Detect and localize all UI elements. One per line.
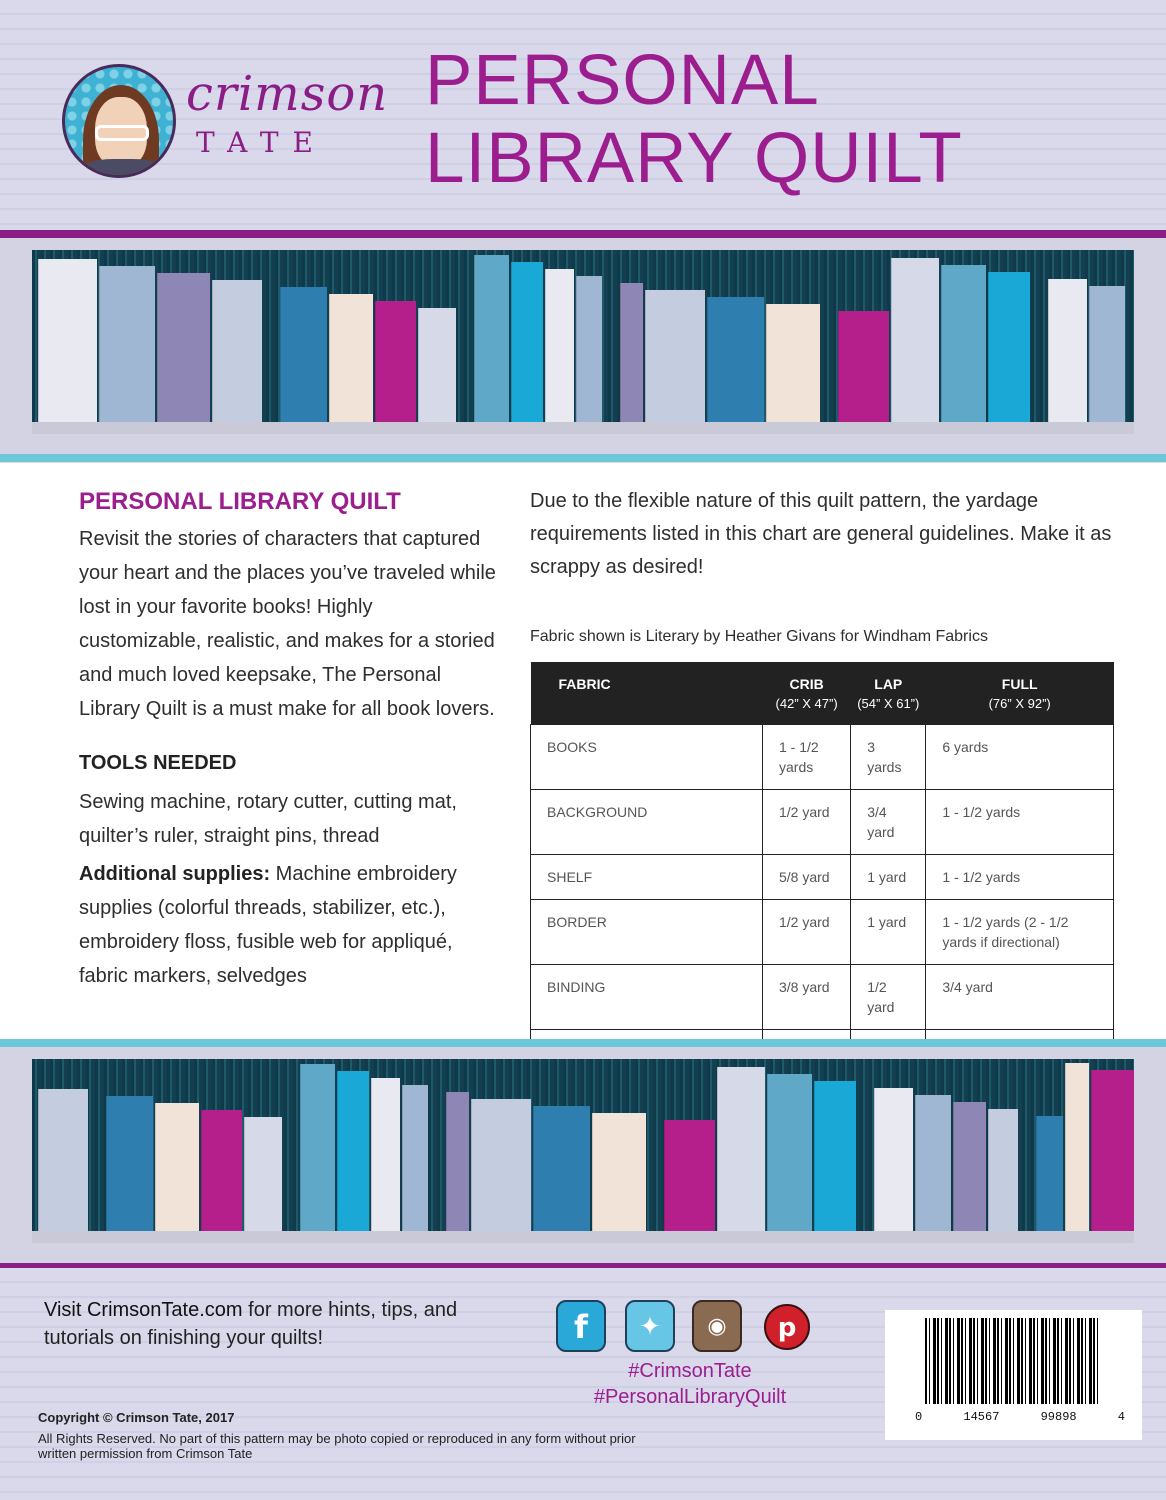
quilt-book (988, 1109, 1018, 1231)
page-title: PERSONAL LIBRARY QUILT (425, 41, 963, 198)
quilt-book (212, 280, 262, 422)
yardage-cell: 3/4 yard (926, 964, 1114, 1029)
section-heading: PERSONAL LIBRARY QUILT (79, 488, 401, 515)
quilt-book (766, 304, 820, 422)
barcode-digit-group: 14567 (963, 1410, 1000, 1424)
quilt-book (106, 1096, 153, 1231)
quilt-book (446, 1092, 469, 1231)
visit-rest: for more hints, tips, and tutorials on finishing your quilts! (44, 1299, 458, 1349)
yardage-cell: 1 - 1/2 yards (926, 789, 1114, 854)
yardage-cell: 1/2 yard (851, 964, 926, 1029)
quilt-book (511, 262, 543, 422)
quilt-book (337, 1071, 369, 1231)
yardage-cell: 1/2 yard (763, 899, 851, 964)
yardage-cell: 3/8 yard (763, 964, 851, 1029)
tools-heading: TOOLS NEEDED (79, 752, 237, 774)
quilt-book (592, 1113, 646, 1231)
barcode-digit-group: 0 (915, 1410, 923, 1424)
quilt-book (1036, 1116, 1063, 1231)
quilt-book (988, 272, 1030, 422)
fabric-name-cell: BINDING (531, 964, 763, 1029)
facebook-icon[interactable]: f (556, 1300, 606, 1352)
quilt-book (474, 255, 509, 422)
yardage-cell: 1 - 1/2 yards (2 - 1/2 yards if directional) (926, 899, 1114, 964)
fabric-name-cell: BOOKS (531, 724, 763, 789)
quilt-photo-top (0, 230, 1166, 462)
pinterest-icon[interactable]: p (764, 1304, 810, 1350)
quilt-book (814, 1081, 856, 1231)
quilt-book (375, 301, 416, 422)
quilt-book (300, 1064, 335, 1231)
table-row (531, 964, 1114, 1029)
crimson-tate-logo (62, 64, 176, 178)
quilt-book (838, 311, 889, 422)
quilt-book (645, 290, 705, 422)
quilt-book (545, 269, 574, 422)
table-header-lap: LAP (54” X 61”) (851, 662, 926, 724)
yardage-table (530, 662, 1114, 1095)
copyright-text: All Rights Reserved. No part of this pattern may be photo copied or reproduced in any form without prior written permission from Crimson Tate (38, 1431, 636, 1461)
yardage-cell: 1/2 yard (763, 789, 851, 854)
table-row (531, 724, 1114, 789)
quilt-book (329, 294, 373, 422)
table-header-fabric: FABRIC (531, 662, 763, 724)
quilt-book (402, 1085, 428, 1231)
yardage-cell: 6 yards (926, 724, 1114, 789)
fabric-note: Fabric shown is Literary by Heather Givans for Windham Fabrics (530, 628, 988, 645)
quilt-book (280, 287, 327, 422)
quilt-book (1091, 1070, 1134, 1231)
fabric-name-cell: SHELF (531, 854, 763, 899)
barcode-digit-group: 99898 (1040, 1410, 1077, 1424)
copyright-block (38, 1410, 638, 1461)
quilt-book (244, 1117, 282, 1231)
quilt-book (38, 259, 97, 422)
table-header-crib: CRIB (42” X 47”) (763, 662, 851, 724)
table-row (531, 854, 1114, 899)
hashtag-crimsontate: #CrimsonTate (628, 1360, 752, 1382)
quilt-book (471, 1099, 531, 1231)
quilt-book (953, 1102, 986, 1231)
quilt-book (157, 273, 210, 422)
barcode (885, 1310, 1142, 1440)
quilt-book (915, 1095, 951, 1231)
quilt-book (874, 1088, 913, 1231)
right-column (530, 485, 1114, 1095)
content-area (0, 463, 1166, 1039)
yardage-cell: 3/4 yard (851, 789, 926, 854)
quilt-book (155, 1103, 199, 1231)
supplies-label: Additional supplies: (79, 863, 271, 885)
quilt-book (707, 297, 764, 422)
copyright-title: Copyright © Crimson Tate, 2017 (38, 1410, 235, 1425)
intro-text: Due to the flexible nature of this quilt pattern, the yardage requirements listed in this chart are general guidelines. Make it as scrappy as desired! (530, 490, 1112, 578)
fabric-name-cell: BORDER (531, 899, 763, 964)
supplies-list: Machine embroidery supplies (colorful threads, stabilizer, etc.), embroidery floss, fusible web for appliqué, fabric markers, selvedges (79, 863, 457, 987)
yardage-cell: 5/8 yard (763, 854, 851, 899)
logo-subtext: TATE (196, 126, 327, 159)
table-row (531, 899, 1114, 964)
quilt-book (576, 276, 602, 422)
quilt-book (1089, 286, 1125, 422)
quilt-book (767, 1074, 812, 1231)
yardage-cell: 1 - 1/2 yards (763, 724, 851, 789)
quilt-book (533, 1106, 590, 1231)
fabric-name-cell: BACKGROUND (531, 789, 763, 854)
table-header-full: FULL (76” X 92”) (926, 662, 1114, 724)
supplies-text (79, 857, 499, 993)
hashtags (560, 1358, 820, 1410)
barcode-digit-group: 4 (1117, 1410, 1125, 1424)
quilt-photo-bottom (0, 1039, 1166, 1271)
yardage-cell: 1 - 1/2 yards (926, 854, 1114, 899)
instagram-icon[interactable]: ◉ (692, 1300, 742, 1352)
left-column (79, 488, 499, 993)
twitter-icon[interactable]: ✦ (625, 1300, 675, 1352)
quilt-book (891, 258, 939, 422)
quilt-book (717, 1067, 765, 1231)
yardage-cell: 1 yard (851, 899, 926, 964)
quilt-book (371, 1078, 400, 1231)
visit-text (44, 1296, 514, 1352)
barcode-bars (925, 1318, 1101, 1404)
quilt-book (99, 266, 155, 422)
quilt-book (38, 1089, 88, 1231)
quilt-book (1048, 279, 1087, 422)
table-row (531, 789, 1114, 854)
quilt-book (941, 265, 986, 422)
description-text: Revisit the stories of characters that captured your heart and the places you’ve traveled while lost in your favorite books! Highly customizable, realistic, and makes for a storied and much loved keepsake, The Personal Library Quilt is a must make for all book lovers. (79, 528, 496, 720)
yardage-cell: 1 yard (851, 854, 926, 899)
quilt-book (1065, 1063, 1089, 1231)
quilt-book (664, 1120, 715, 1231)
quilt-book (620, 283, 643, 422)
barcode-digits (915, 1410, 1125, 1424)
tools-text: Sewing machine, rotary cutter, cutting mat, quilter’s ruler, straight pins, thread (79, 791, 457, 847)
quilt-book (418, 308, 456, 422)
website-link[interactable]: Visit CrimsonTate.com (44, 1299, 243, 1321)
logo-text: crimson (186, 66, 389, 122)
hashtag-personallibraryquilt: #PersonalLibraryQuilt (593, 1386, 787, 1408)
quilt-book (201, 1110, 242, 1231)
yardage-cell: 3 yards (851, 724, 926, 789)
